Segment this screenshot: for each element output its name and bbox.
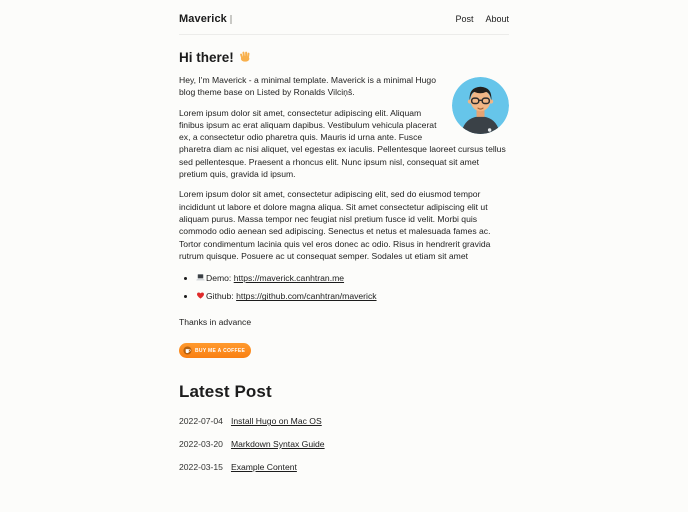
github-link[interactable]: https://github.com/canhtran/maverick	[236, 291, 377, 302]
github-list-item	[196, 290, 509, 303]
post-list	[179, 415, 509, 473]
post-date: 2022-03-20	[179, 439, 223, 450]
demo-link[interactable]: https://maverick.canhtran.me	[233, 273, 345, 284]
blinking-cursor	[230, 15, 232, 24]
coffee-cup-icon	[183, 343, 192, 358]
post-row	[179, 461, 509, 473]
post-title-link[interactable]: Markdown Syntax Guide	[230, 439, 325, 450]
post-title-link[interactable]: Install Hugo on Mac OS	[230, 416, 322, 427]
bmc-label: BUY ME A COFFEE	[195, 347, 246, 354]
thanks-text: Thanks in advance	[179, 316, 252, 327]
intro-section	[179, 74, 509, 188]
nav-item-about[interactable]: About	[485, 14, 509, 24]
project-links-list	[196, 272, 509, 304]
buy-me-a-coffee-button[interactable]	[179, 343, 251, 358]
site-header	[179, 13, 509, 35]
github-label: Github:	[206, 291, 234, 302]
demo-list-item	[196, 272, 509, 285]
waving-hand-icon	[238, 49, 251, 65]
lorem-paragraph-2: Lorem ipsum dolor sit amet, consectetur adipiscing elit, sed do eiusmod tempor incididunt ut labore et dolore magna aliqua. Sit amet consectetur adipiscing elit ut aliquam purus. Massa tempor nec feugiat nisl pretium fusce id velit. Morbi quis commodo odio aenean sed adipiscing. Senectus et netus et malesuada fames ac. Tortor condimentum lacinia quis vel eros donec ac odio. Risus in hendrerit gravida rutrum quisque. Posuere ac ut consequat semper. Sodales ut etiam sit amet	[179, 189, 491, 261]
brand[interactable]	[179, 13, 232, 25]
laptop-icon	[196, 273, 205, 285]
greeting-text: Hi there!	[179, 49, 234, 65]
greeting-heading	[179, 49, 509, 65]
post-date: 2022-03-15	[179, 462, 223, 473]
latest-post-heading: Latest Post	[179, 382, 272, 402]
page-container	[179, 0, 509, 473]
post-row	[179, 438, 509, 450]
main-nav	[455, 14, 509, 24]
lorem-paragraph-1: Lorem ipsum dolor sit amet, consectetur adipiscing elit. Aliquam finibus ipsum ac erat aliquam dapibus. Vestibulum vehicula placerat ex, a consectetur odio pharetra quis. Mauris id urna ante. Fusce pharetra diam ac nisi aliquet, vel egestas ex iaculis. Pellentesque laoreet cursus tellus sed pellentesque. Praesent a rhoncus elit. Nunc ipsum nisl, consequat sit amet pretium quis, gravida id ipsum.	[179, 107, 506, 180]
heart-icon	[196, 291, 205, 303]
post-date: 2022-07-04	[179, 416, 223, 427]
avatar	[452, 77, 509, 134]
site-title-link[interactable]: Maverick	[179, 13, 227, 25]
intro-paragraph: Hey, I'm Maverick - a minimal template. Maverick is a minimal Hugo blog theme base on Listed by Ronalds Vilciņš.	[179, 75, 436, 98]
post-row	[179, 415, 509, 427]
nav-item-post[interactable]: Post	[455, 14, 474, 24]
main-content	[179, 49, 509, 473]
post-title-link[interactable]: Example Content	[230, 462, 297, 473]
demo-label: Demo:	[206, 273, 232, 284]
